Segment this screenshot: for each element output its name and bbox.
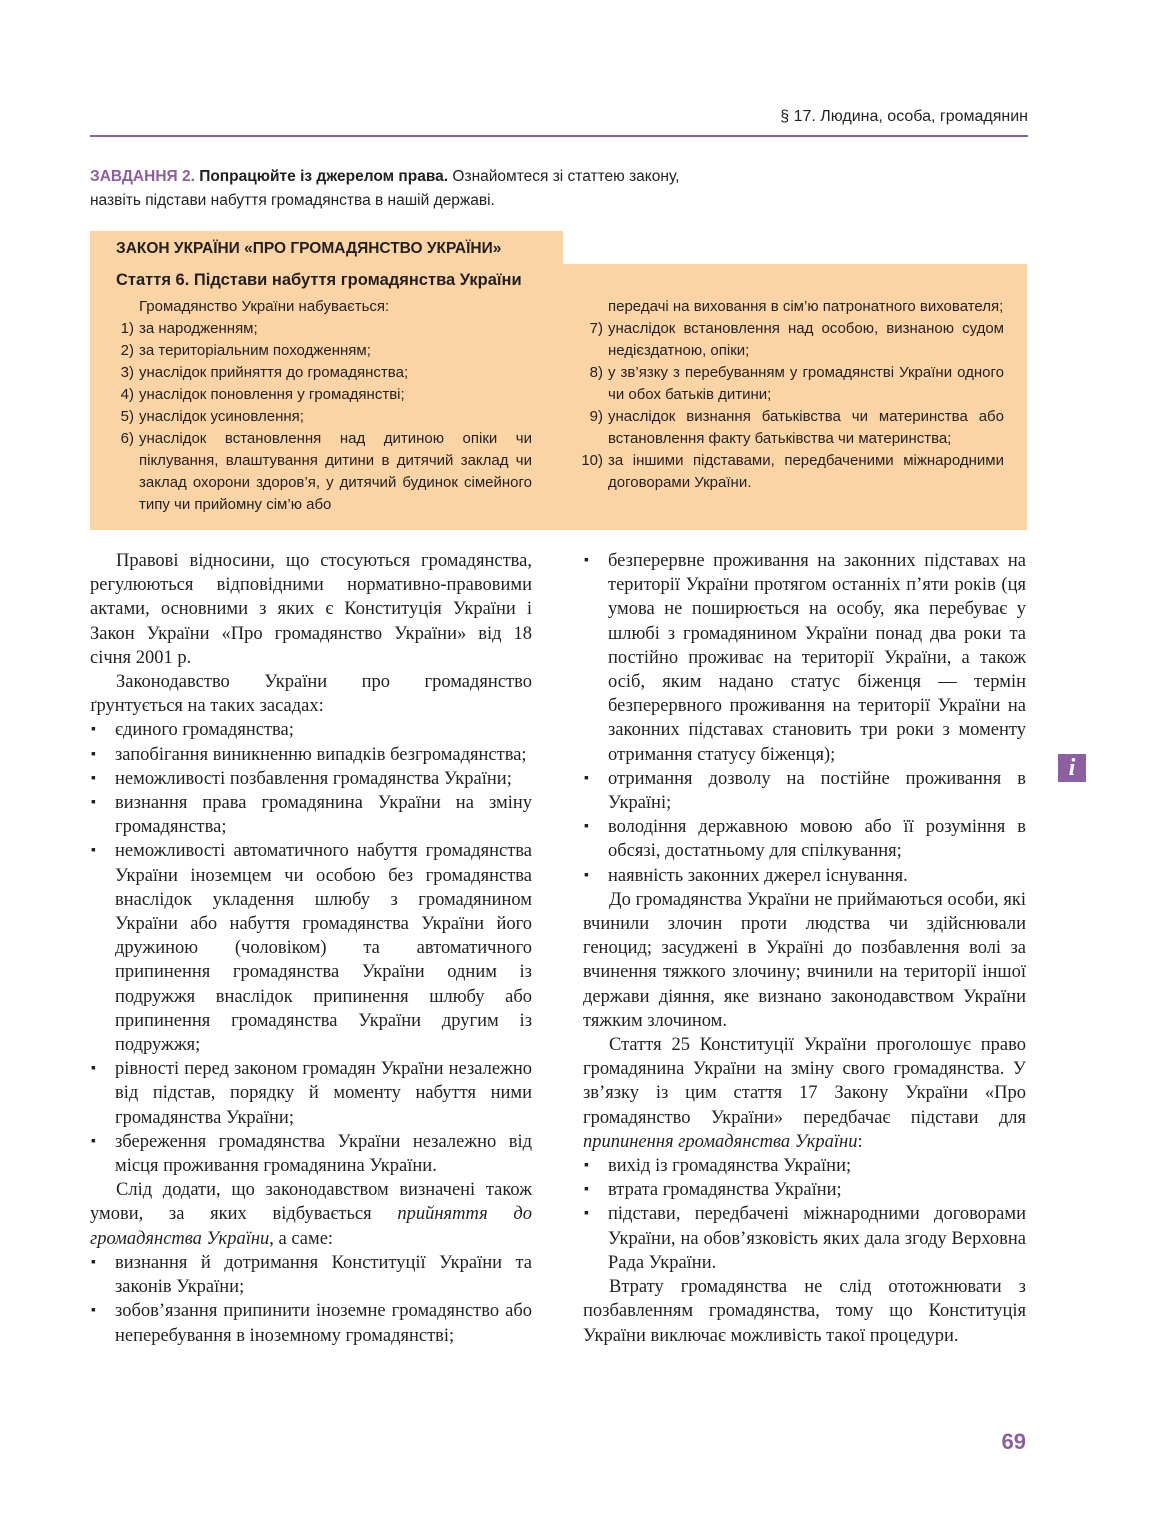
paragraph: Законодавство України про громадянство ґрунтується на таких засадах:	[90, 672, 532, 717]
task-heading: Попрацюйте із джерелом права.	[199, 168, 449, 185]
law-item: 10) за іншими підставами, передбаченими міжнародними договорами України.	[581, 452, 1004, 491]
list-item: ▪ визнання права громадянина України на зміну громадянства;	[90, 791, 532, 839]
task-label: ЗАВДАННЯ 2.	[90, 168, 195, 185]
conditions-list	[90, 1251, 532, 1348]
law-item: 2) за територіальним походженням;	[120, 342, 371, 359]
law-item: 6) унаслідок встановлення над дитиною опіки чи піклування, влаштування дитини в дитячий заклад чи заклад охорони здоров’я, у дитячий будинок сімейного типу чи прийомну сім’ю або	[120, 430, 532, 513]
law-title: ЗАКОН УКРАЇНИ «ПРО ГРОМАДЯНСТВО УКРАЇНИ»	[90, 231, 563, 265]
law-item-continued: передачі на виховання в сім’ю патронатного вихователя;	[608, 298, 1004, 315]
header-rule	[90, 135, 1028, 137]
principles-list	[90, 718, 532, 1178]
law-list-left	[120, 296, 532, 516]
list-item: ▪ неможливості автоматичного набуття громадянства України іноземцем чи особою без громадянства внаслідок укладення шлюбу з громадянином України або набуття громадянства України його дружиною (чоловіком) та автоматичного припинення громадянства України одним із подружжя внаслідок припинення шлюбу або припинення громадянства України другим із подружжя;	[90, 839, 532, 1057]
task-text-line2: назвіть підстави набуття громадянства в нашій державі.	[90, 192, 495, 209]
list-item: ▪ втрата громадянства України;	[583, 1178, 1026, 1202]
law-intro: Громадянство України набувається:	[139, 298, 390, 315]
law-item: 5) унаслідок усиновлення;	[120, 408, 304, 425]
paragraph: Слід додати, що законодавством визначені також умови, за яких відбувається прийняття до громадянства України, а саме:	[90, 1180, 532, 1249]
law-item: 4) унаслідок поновлення у громадянстві;	[120, 386, 405, 403]
paragraph: Стаття 25 Конституції України проголошує право громадянина України на зміну свого громадянства. У зв’язку із цим стаття 17 Закону України «Про громадянство України» передбачає підстави для припинення громадянства України:	[583, 1035, 1026, 1152]
list-item: ▪ вихід із громадянства України;	[583, 1154, 1026, 1178]
task-2	[90, 165, 850, 213]
paragraph: До громадянства України не приймаються особи, які вчинили злочин проти людства чи здійснювали геноцид; засуджені в Україні до позбавлення волі за вчинення тяжкого злочину; вчинили на території іншої держави діяння, яке визнано законодавством України тяжким злочином.	[583, 889, 1026, 1031]
list-item: ▪ підстави, передбачені міжнародними договорами України, на обов’язковість яких дала згоду Верховна Рада України.	[583, 1202, 1026, 1275]
law-item: 9) унаслідок визнання батьківства чи материнства або встановлення факту батьківства чи материнства;	[589, 408, 1004, 447]
list-item: ▪ володіння державною мовою або її розуміння в обсязі, достатньому для спілкування;	[583, 815, 1026, 863]
law-item: 7) унаслідок встановлення над особою, визнаною судом недієздатною, опіки;	[589, 320, 1004, 359]
paragraph: Втрату громадянства не слід ототожнювати з позбавленням громадянства, тому що Конституція України виключає можливість такої процедури.	[583, 1277, 1026, 1346]
list-item: ▪ безперервне проживання на законних підставах на території України протягом останніх п’яти років (ця умова не поширюється на особу, яка перебуває у шлюбі з громадянином України понад два роки та постійно проживає на території України, а також осіб, яким надано статус біженця — термін безперервного проживання на території України на законних підставах становить три роки з моменту отримання статусу біженця);	[583, 549, 1026, 767]
right-column	[583, 549, 1026, 1348]
info-icon: i	[1058, 754, 1086, 782]
list-item: ▪ єдиного громадянства;	[90, 718, 532, 742]
law-list-right	[581, 296, 1004, 494]
task-text-line1: Ознайомтеся зі статтею закону,	[448, 168, 680, 185]
list-item: ▪ отримання дозволу на постійне проживання в Україні;	[583, 767, 1026, 815]
left-column	[90, 549, 532, 1348]
list-item: ▪ наявність законних джерел існування.	[583, 864, 1026, 888]
list-item: ▪ визнання й дотримання Конституції України та законів України;	[90, 1251, 532, 1299]
list-item: ▪ рівності перед законом громадян України незалежно від підстав, порядку й моменту набуття ними громадянства України;	[90, 1057, 532, 1130]
paragraph: Правові відносини, що стосуються громадянства, регулюються відповідними нормативно-правовими актами, основними з яких є Конституція України і Закон України «Про громадянство України» від 18 січня 2001 р.	[90, 551, 532, 668]
law-item: 8) у зв’язку з перебуванням у громадянстві України одного чи обох батьків дитини;	[589, 364, 1004, 403]
list-item: ▪ запобігання виникненню випадків безгромадянства;	[90, 743, 532, 767]
list-item: ▪ неможливості позбавлення громадянства України;	[90, 767, 532, 791]
conditions-list-continued	[583, 549, 1026, 888]
law-item: 3) унаслідок прийняття до громадянства;	[120, 364, 409, 381]
law-item: 1) за народженням;	[120, 320, 258, 337]
page-number: 69	[1001, 1429, 1026, 1454]
list-item: ▪ збереження громадянства України незалежно від місця проживання громадянина України.	[90, 1130, 532, 1178]
article-title: Стаття 6. Підстави набуття громадянства України	[116, 271, 522, 289]
list-item: ▪ зобов’язання припинити іноземне громадянство або неперебування в іноземному громадянстві;	[90, 1299, 532, 1347]
termination-list	[583, 1154, 1026, 1275]
running-header: § 17. Людина, особа, громадянин	[780, 108, 1028, 125]
